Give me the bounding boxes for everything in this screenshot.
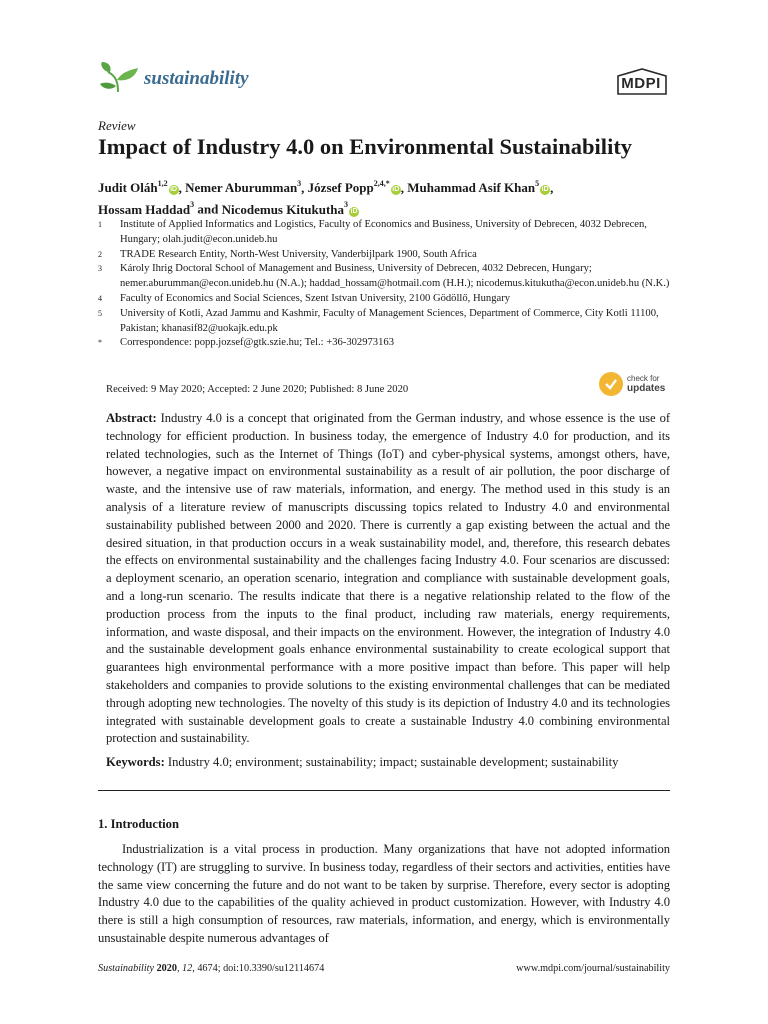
leaf-icon	[98, 60, 140, 94]
affiliation-item: 3 Károly Ihrig Doctoral School of Management and Business, University of Debrecen, 4032 Debrecen, Hungary; nemer.aburumman@econ.unideb.hu (N.A.); haddad_hossam@hotmail.com (H.H.); nicodemus.kitukutha@econ.unideb.hu (N.K.)	[98, 263, 670, 290]
author[interactable]: Nemer Aburumman$^3$	[185, 179, 302, 196]
section-heading: 1. Introduction	[98, 817, 179, 831]
author[interactable]: Muhammad Asif Khan$^5$iD	[407, 179, 549, 196]
citation-footer: Sustainability 2020, 12, 4674; doi:10.3390/su12114674	[98, 963, 325, 974]
author[interactable]: Hossam Haddad$^3$	[98, 200, 195, 217]
publisher-logo[interactable]	[614, 68, 670, 98]
affiliation-item: 2 TRADE Research Entity, North-West University, Vanderbijlpark 1900, South Africa	[98, 248, 477, 260]
affiliation-item: 4 Faculty of Economics and Social Sciences, Szent Istvan University, 2100 Gödöllő, Hungary	[98, 292, 511, 304]
keywords-label: Keywords:	[106, 755, 165, 769]
affiliation-item: 1 Institute of Applied Informatics and Logistics, Faculty of Economics and Business, University of Debrecen, 4032 Debrecen, Hungary; olah.judit@econ.unideb.hu	[98, 219, 647, 245]
affiliation-item: 5 University of Kotli, Azad Jammu and Kashmir, Faculty of Management Sciences, Department of Commerce, City Kotli 11100, Pakistan; khanasif82@uokajk.edu.pk	[98, 307, 659, 334]
check-for-updates-button[interactable]: check for updates	[599, 372, 674, 398]
introduction-paragraph: Industrialization is a vital process in production. Many organizations that have not adopted information technology (IT) are struggling to survive. In business today, regardless of their sectors and activities, entities have the same view concerning the future and do not want to be taken by surprise. Therefore, every sector is adopting Industry 4.0 due to the capabilities of the quality achieved in product customization. However, with Industry 4.0 there is still a high consumption of resources, raw materials, information, and energy, which is environmentally unsustainable despite numerous advantages of	[98, 842, 670, 945]
author[interactable]: Nicodemus Kitukutha$^3$iD	[221, 200, 358, 217]
mdpi-text: MDPI	[621, 75, 661, 92]
article-type: Review	[98, 118, 136, 133]
abstract-text: Industry 4.0 is a concept that originated from the German industry, and whose essence is the use of technology for efficient production. In business today, the emergence of Industry 4.0 for production, and its related technologies, such as the Internet of Things (IoT) and cyber-physical systems, amongst others, have, however, a negative impact on environmental sustainability as a result of air pollution, the poor discharge of waste, and the intensive use of raw materials, information, and energy. The method used in this study is an analysis of a literature review of manuscripts discussing topics related to Industry 4.0 and environmental sustainability published between 2000 and 2020. There is currently a gap existing between the actual and the desired situation, in that production occurs in a weak sustainability model, and, therefore, this research debates the effects on environmental sustainability and the challenges facing Industry 4.0. Four scenarios are discussed: a deployment scenario, an operation scenario, integration and compliance with sustainable development goals, and a long-run scenario. The results indicate that there is a negative relationship related to the flow of the production process from the inputs to the final product, including raw materials, energy requirements, information, and waste disposal, and their impacts on the environment. However, the integration of Industry 4.0 and the sustainable development goals enhance environmental sustainability to create ecological support that guarantees high environmental performance with a more positive impact than before. This paper will help stakeholders and companies to provide solutions to the existing environmental challenges that can be mediated through adopting new technologies. The novelty of this study is its depiction of Industry 4.0 and its technologies integrated with sustainable development goals to create a sustainable Industry 4.0 combining environmental protection and sustainability.	[106, 411, 670, 746]
keywords	[106, 754, 676, 771]
orcid-icon[interactable]: iD	[541, 186, 549, 194]
check-updates-icon	[599, 372, 623, 396]
orcid-icon[interactable]: iD	[392, 186, 400, 194]
abstract-label: Abstract:	[106, 411, 157, 425]
correspondence: * Correspondence: popp.jozsef@gtk.szie.hu; Tel.: +36-302973163	[98, 337, 394, 349]
article-title: Impact of Industry 4.0 on Environmental Sustainability	[98, 134, 633, 159]
journal-name: sustainability	[144, 68, 249, 89]
author[interactable]: Judit Oláh$^{1,2}$iD	[98, 179, 178, 196]
affiliations	[98, 218, 673, 351]
journal-logo[interactable]	[98, 60, 258, 100]
orcid-icon[interactable]: iD	[350, 207, 358, 215]
keywords-text: Industry 4.0; environment; sustainability; impact; sustainable development; sustainability	[167, 755, 619, 769]
journal-url-link[interactable]: www.mdpi.com/journal/sustainability	[516, 963, 670, 974]
author[interactable]: József Popp$^{2,4,*}$iD	[307, 179, 400, 196]
publication-dates: Received: 9 May 2020; Accepted: 2 June 2020; Published: 8 June 2020	[106, 384, 409, 395]
orcid-icon[interactable]: iD	[170, 186, 178, 194]
abstract	[106, 410, 670, 748]
divider	[98, 790, 670, 791]
author-list: Judit Oláh$^{1,2}$iD , Nemer Aburumman$^3$, József Popp$^{2,4,*}$iD , Muhammad Asif Khan$^5$iD , Hossam Haddad$^3$ and Nicodemus Kitukutha$^3$iD	[98, 179, 554, 217]
